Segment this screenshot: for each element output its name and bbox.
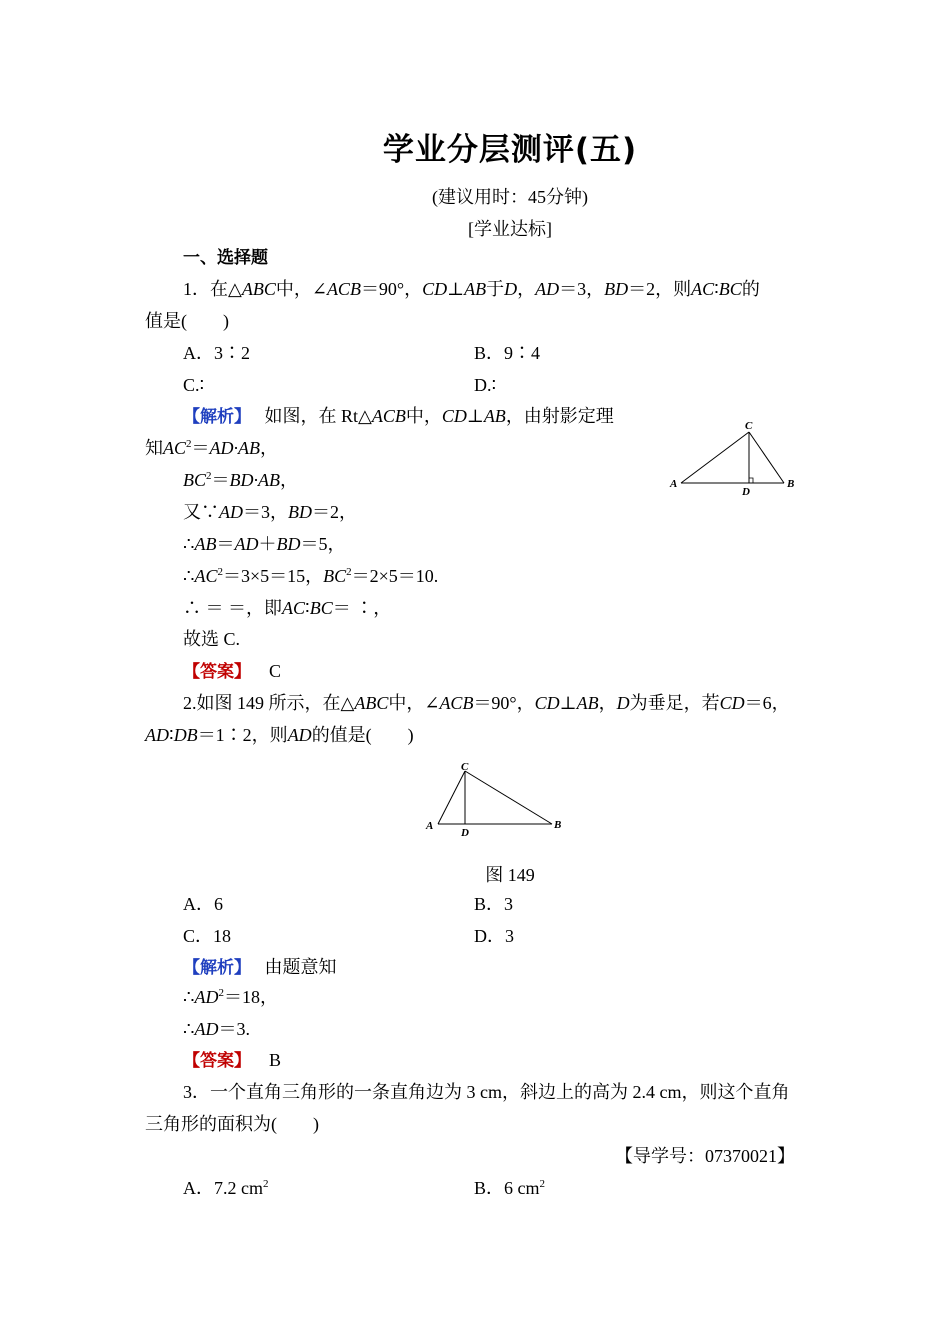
q1-triangle-figure [664, 414, 804, 500]
q2-option-c: C．18 [183, 926, 232, 946]
q1-option-b: B．9∶4 [474, 343, 541, 363]
q2-option-b: B．3 [474, 894, 514, 914]
analysis-tag: 【解析】 [183, 958, 251, 978]
q1-stem-line2: 值是( ) [145, 311, 229, 331]
answer-tag: 【答案】 [183, 662, 251, 682]
q3-option-b: B．6 $cm^2$ [474, 1178, 545, 1198]
q1-label-a: A [670, 478, 678, 490]
q2-analysis-line1: 【解析】 由题意知 [183, 957, 337, 978]
section-heading: 一、选择题 [183, 248, 268, 268]
q1-answer: 【答案】 C [183, 661, 282, 682]
q1-label-c: C [745, 420, 753, 432]
q2-figure-caption: 图 149 [485, 865, 535, 885]
q1-right-angle-mark [749, 478, 753, 483]
answer-tag: 【答案】 [183, 1051, 251, 1071]
page-title: 学业分层测评(五) [382, 132, 638, 168]
q1-analysis-line4: 又∵AD＝3，BD＝2， [183, 502, 357, 522]
q2-side-ac [438, 771, 465, 824]
q2-option-a: A．6 [183, 894, 223, 914]
q2-label-b: B [554, 819, 562, 831]
q2-analysis-line3: ∴AD＝3. [183, 1019, 250, 1039]
q3-guide-number: 【导学号：07370021】 [615, 1146, 795, 1166]
q3-stem: 3．一个直角三角形的一条直角边为 3 cm，斜边上的高为 2.4 cm，则这个直角 [183, 1082, 790, 1102]
q2-side-cb [465, 771, 552, 824]
q2-stem: 2.如图 149 所示，在△ABC中，∠ACB＝90°，CD⊥AB，D为垂足，若CD＝6， [183, 693, 790, 713]
level-heading: [学业达标] [468, 219, 552, 239]
q2-label-d: D [461, 827, 469, 839]
q1-label-b: B [787, 478, 795, 490]
q1-analysis-line2: 知$AC^2=AD\cdot AB$， [145, 438, 278, 458]
q2-answer: 【答案】 B [183, 1050, 282, 1071]
q2-label-a: A [426, 820, 434, 832]
q3-option-a: A．7.2 $cm^2$ [183, 1178, 269, 1198]
q1-analysis-line6: $\therefore AC^2=3\times 5=15$，$BC^2=2\times 5=10$. [183, 566, 439, 586]
q1-option-c: C.∶ [183, 375, 205, 395]
q1-side-cb [749, 432, 784, 483]
q1-option-d: D.∶ [474, 375, 497, 395]
q3-stem-line2: 三角形的面积为( ) [145, 1114, 319, 1134]
q2-analysis-line2: $\therefore AD^2=18$， [183, 987, 278, 1007]
q1-side-ac [681, 432, 749, 483]
q2-label-c: C [461, 761, 469, 773]
q1-analysis-line1: 【解析】 如图，在 Rt△ACB中，CD⊥AB，由射影定理 [183, 406, 614, 427]
q2-option-d: D．3 [474, 926, 514, 946]
q1-option-a: A．3∶2 [183, 343, 250, 363]
q2-stem-line2: AD∶DB＝1∶2，则AD的值是( ) [145, 725, 414, 745]
q1-analysis-line7: ∴ ＝ ＝，即AC∶BC＝ ∶， [183, 598, 392, 618]
q1-analysis-line3: $BC^2=BD\cdot AB$， [183, 470, 298, 490]
q1-analysis-line8: 故选 C. [183, 629, 241, 649]
q2-triangle-figure [420, 758, 570, 840]
q1-stem: 1．在△ABC中，∠ACB＝90°，CD⊥AB于D，AD＝3，BD＝2，则AC∶BC的 [183, 279, 760, 299]
q1-analysis-line5: ∴AB＝AD＋BD＝5， [183, 534, 346, 554]
subtitle: (建议用时：45分钟) [432, 187, 588, 207]
q1-label-d: D [742, 486, 750, 498]
analysis-tag: 【解析】 [183, 407, 251, 427]
